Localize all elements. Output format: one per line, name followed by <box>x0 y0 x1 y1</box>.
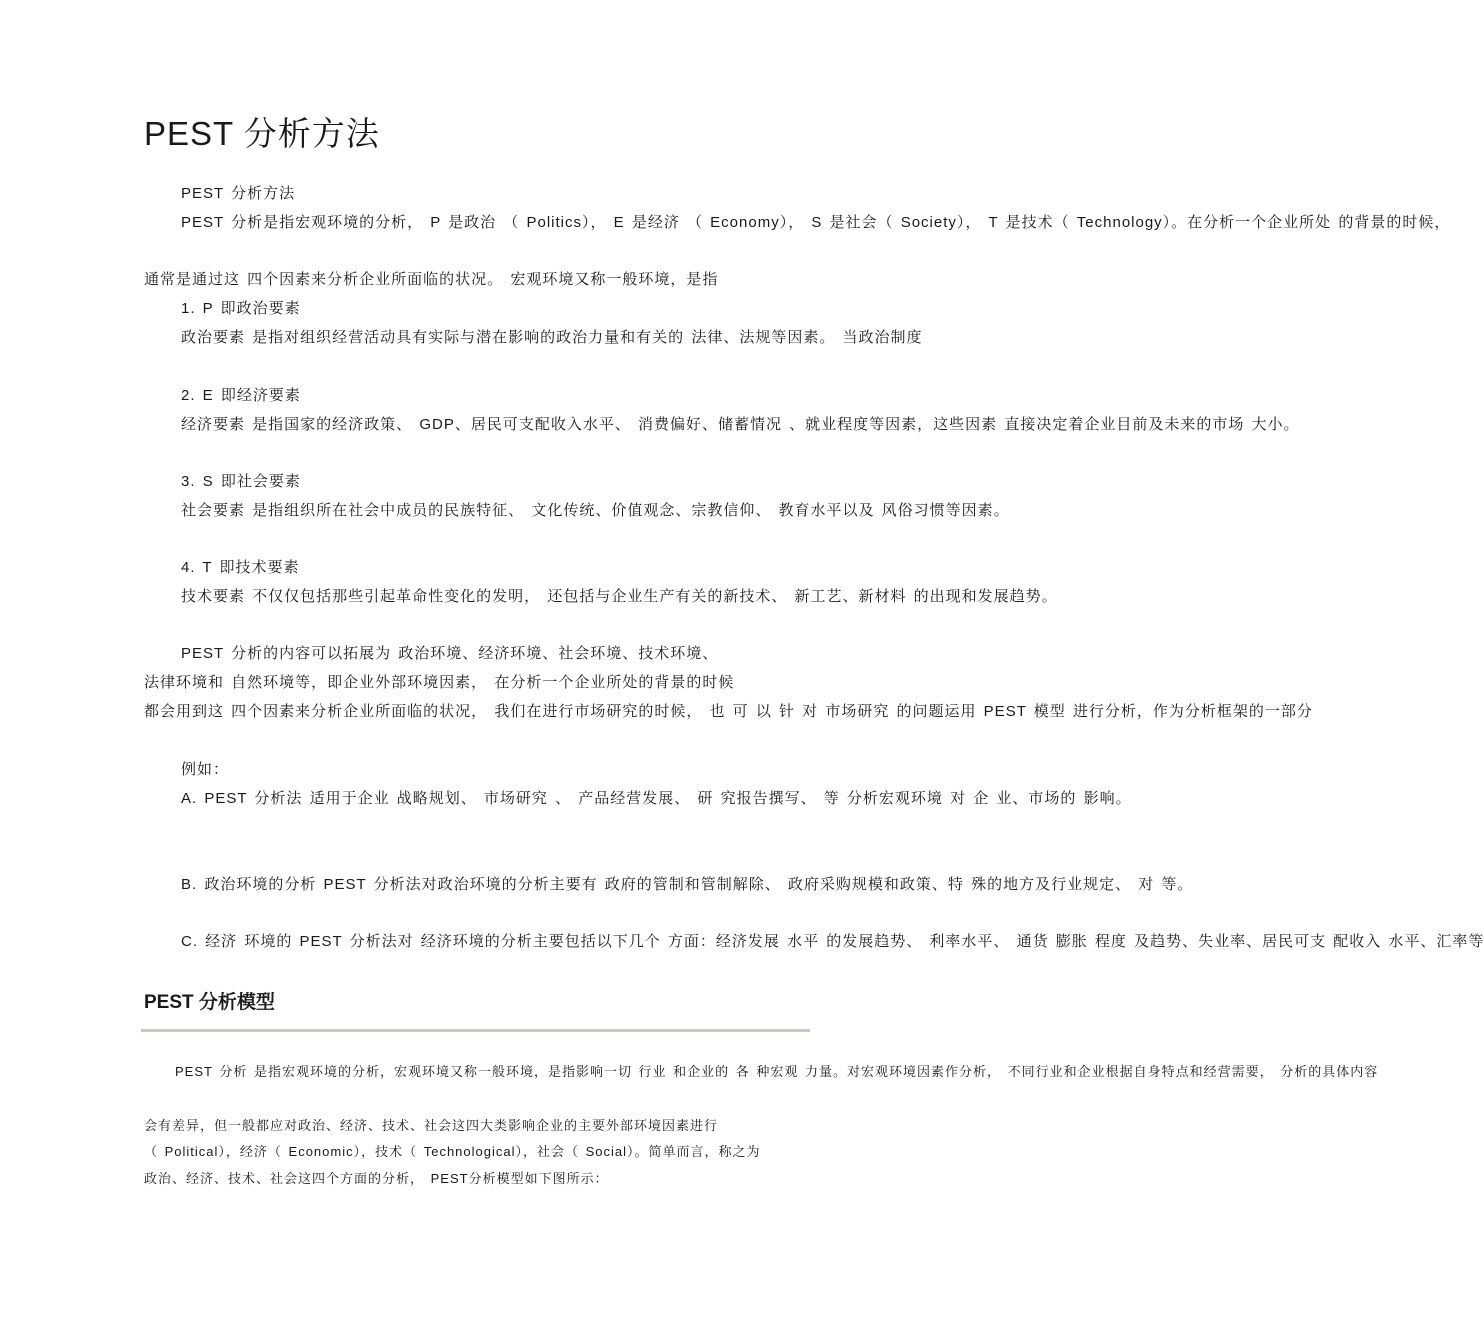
paragraph-line: B. 政治环境的分析 PEST 分析法对政治环境的分析主要有 政府的管制和管制解除、 政府采购规模和政策、特 殊的地方及行业规定、 对 等。 <box>181 876 1194 893</box>
section-heading: PEST 分析模型 <box>144 992 275 1013</box>
paragraph-line: （ Political），经济（ Economic），技术（ Technological），社会（ Social）。简单而言，称之为 <box>144 1144 761 1159</box>
paragraph-line: 政治要素 是指对组织经营活动具有实际与潜在影响的政治力量和有关的 法律、法规等因素。 当政治制度 <box>181 329 923 346</box>
paragraph-line: 例如： <box>181 761 230 778</box>
section-divider <box>141 1029 810 1032</box>
paragraph-line: PEST 分析方法 <box>181 185 296 202</box>
paragraph-line: A. PEST 分析法 适用于企业 战略规划、 市场研究 、 产品经营发展、 研 究报告撰写、 等 分析宏观环境 对 企 业、市场的 影响。 <box>181 790 1132 807</box>
paragraph-line: PEST 分析的内容可以拓展为 政治环境、经济环境、社会环境、技术环境、 <box>181 645 719 662</box>
paragraph-line: 经济要素 是指国家的经济政策、 GDP、居民可支配收入水平、 消费偏好、储蓄情况 、就业程度等因素，这些因素 直接决定着企业目前及未来的市场 大小。 <box>181 416 1300 433</box>
paragraph-line: 技术要素 不仅仅包括那些引起革命性变化的发明， 还包括与企业生产有关的新技术、 新工艺、新材料 的出现和发展趋势。 <box>181 588 1058 605</box>
paragraph-line: 4. T 即技术要素 <box>181 559 300 576</box>
paragraph-line: 都会用到这 四个因素来分析企业所面临的状况， 我们在进行市场研究的时候， 也 可 以 针 对 市场研究 的问题运用 PEST 模型 进行分析，作为分析框架的一部分 <box>144 703 1313 720</box>
paragraph-line: 3. S 即社会要素 <box>181 473 301 490</box>
paragraph-line: 政治、经济、技术、社会这四个方面的分析， PEST分析模型如下图所示： <box>144 1171 609 1186</box>
paragraph-line: C. 经济 环境的 PEST 分析法对 经济环境的分析主要包括以下几个 方面：经济发展 水平 的发展趋势、 利率水平、 通货 膨胀 程度 及趋势、失业率、居民可支 配收入 水平、汇率等 <box>181 933 1484 950</box>
paragraph-line: 会有差异，但一般都应对政治、经济、技术、社会这四大类影响企业的主要外部环境因素进行 <box>144 1118 719 1133</box>
paragraph-line: 通常是通过这 四个因素来分析企业所面临的状况。 宏观环境又称一般环境，是指 <box>144 271 719 288</box>
paragraph-line: PEST 分析是指宏观环境的分析， P 是政治 （ Politics）， E 是经济 （ Economy）， S 是社会（ Society）， T 是技术（ Technology）。在分析一个企业所处 的背景的时候， <box>181 214 1451 231</box>
paragraph-line: 1. P 即政治要素 <box>181 300 301 317</box>
paragraph-line: 2. E 即经济要素 <box>181 387 301 404</box>
paragraph-line: 社会要素 是指组织所在社会中成员的民族特征、 文化传统、价值观念、宗教信仰、 教育水平以及 风俗习惯等因素。 <box>181 502 1010 519</box>
paragraph-line: PEST 分析 是指宏观环境的分析，宏观环境又称一般环境，是指影响一切 行业 和企业的 各 种宏观 力量。对宏观环境因素作分析， 不同行业和企业根据自身特点和经营需要， 分析的具体内容 <box>175 1064 1379 1079</box>
paragraph-line: 法律环境和 自然环境等，即企业外部环境因素， 在分析一个企业所处的背景的时候 <box>144 674 735 691</box>
page-title: PEST 分析方法 <box>144 115 380 152</box>
